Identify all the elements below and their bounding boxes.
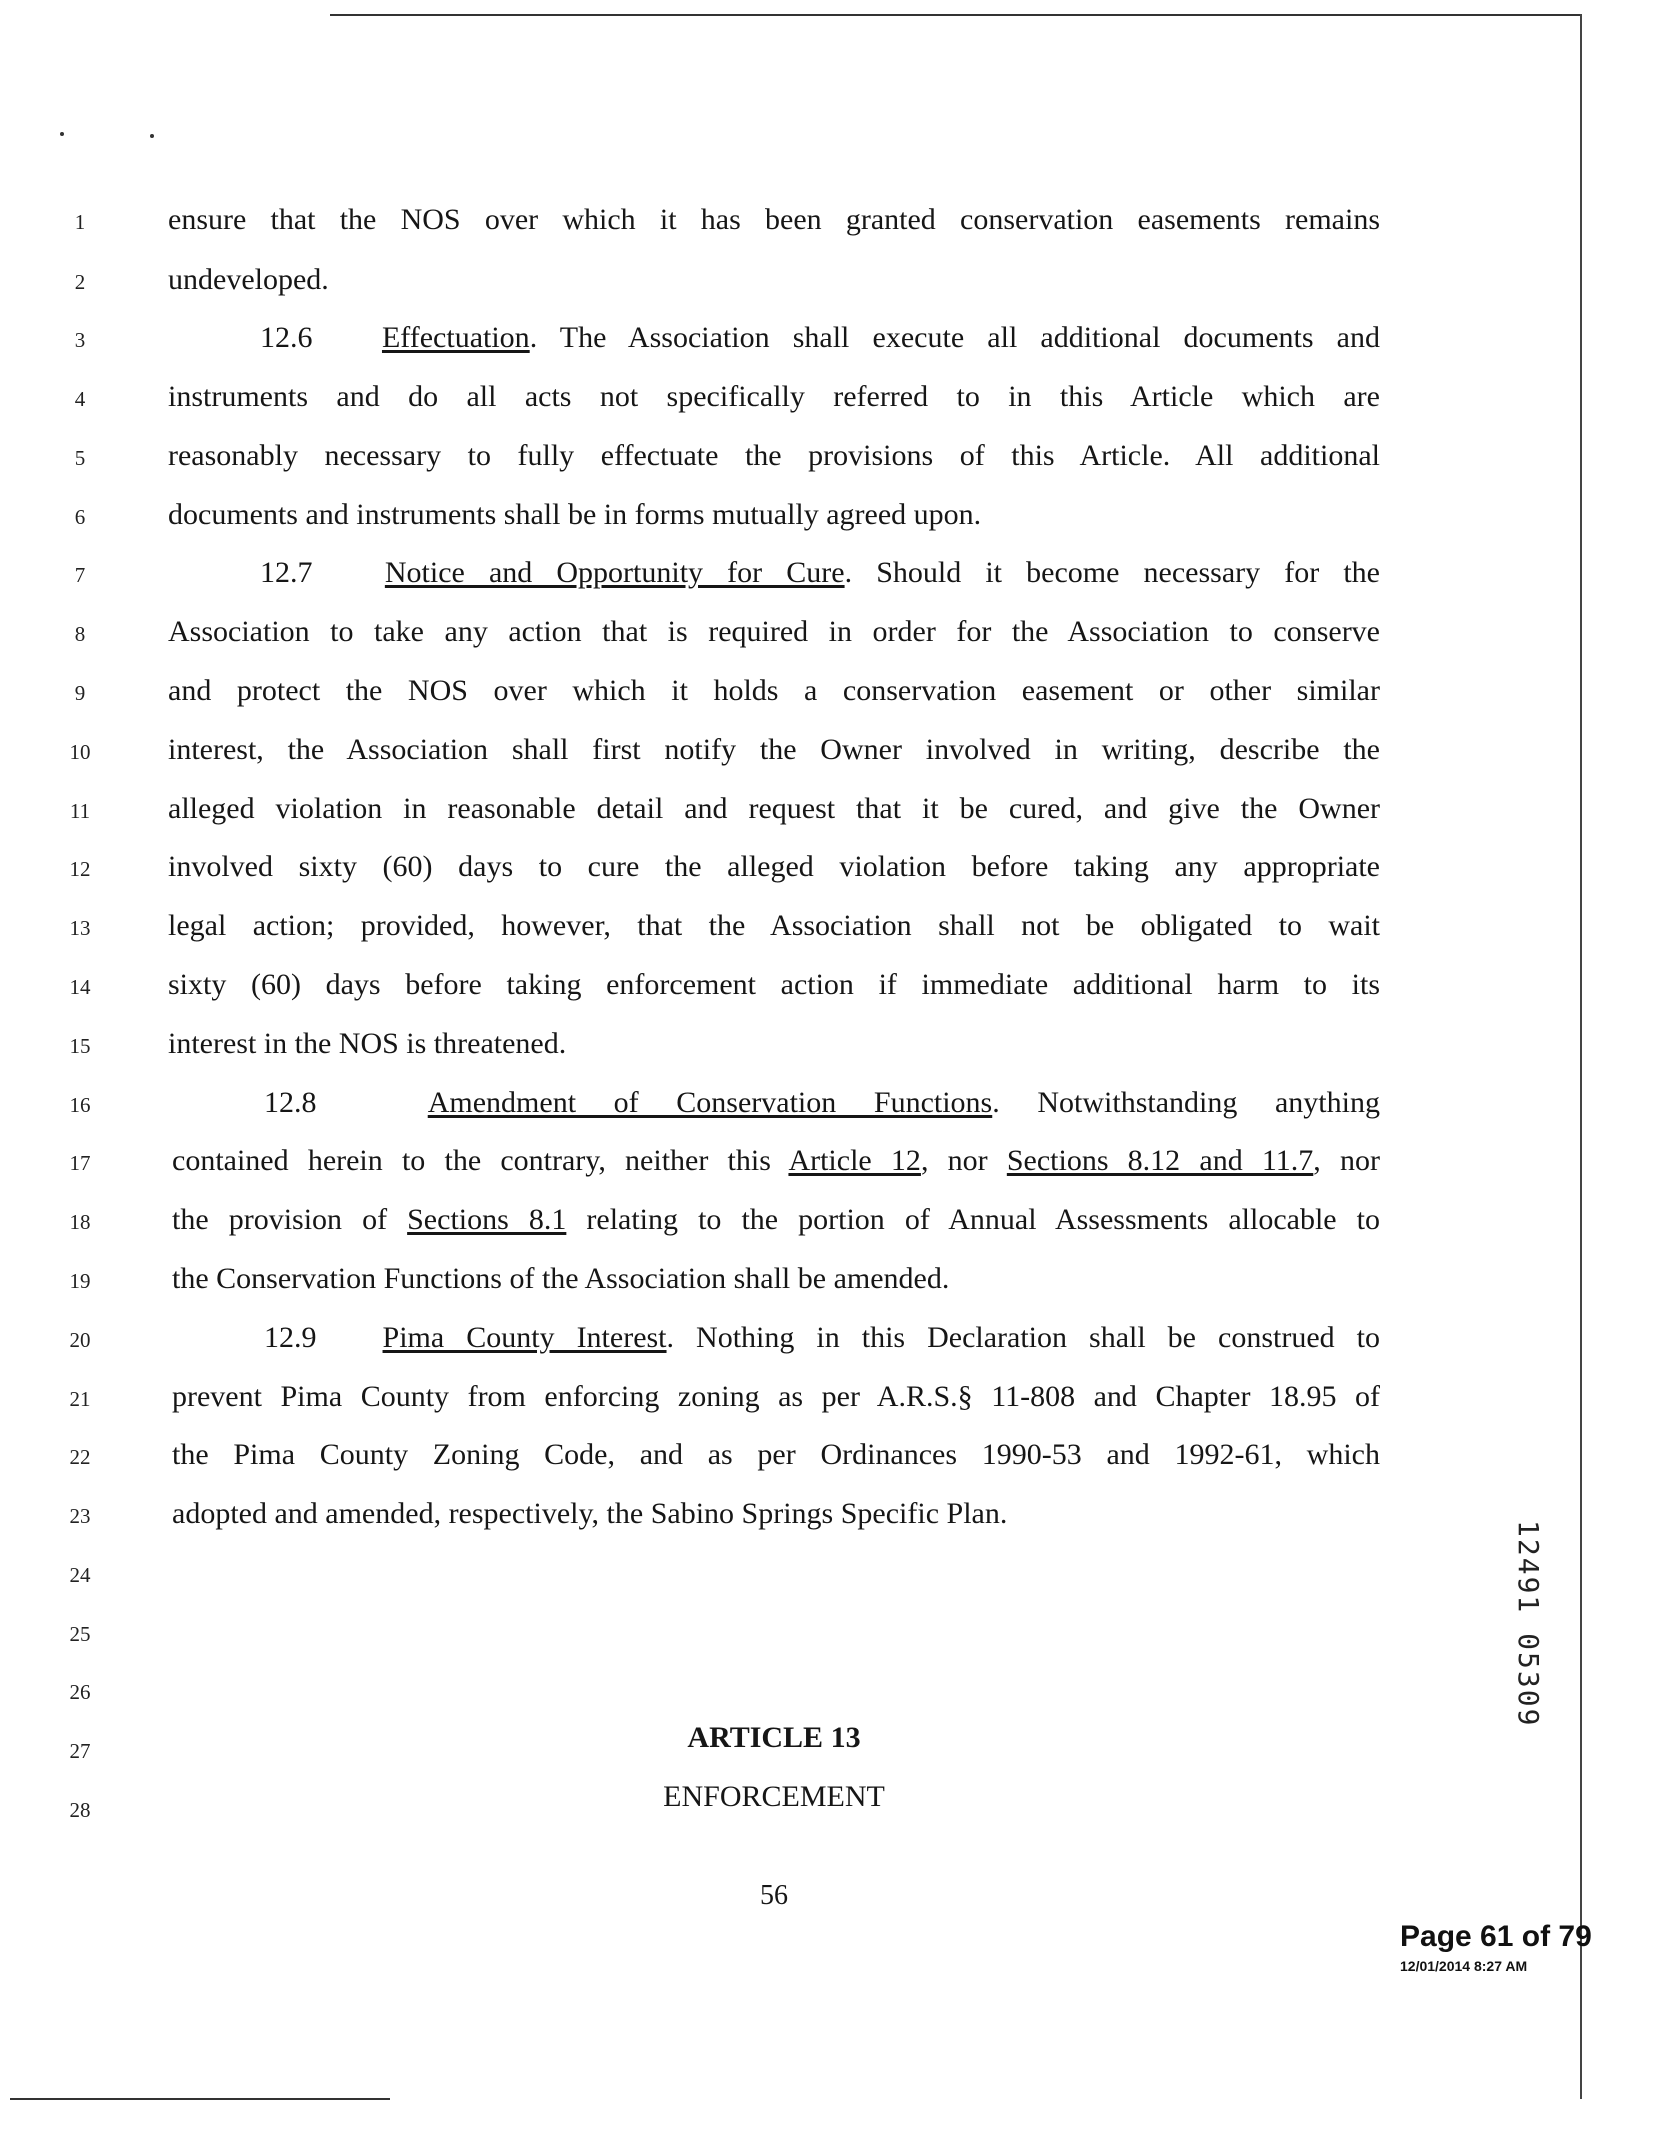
section-heading-pima-county: Pima County Interest bbox=[382, 1321, 667, 1354]
line-number: 25 bbox=[69, 1622, 91, 1646]
docket-stamp bbox=[1512, 1520, 1555, 1780]
line-number: 22 bbox=[69, 1445, 91, 1469]
line-number: 14 bbox=[69, 975, 91, 999]
text-line: alleged violation in reasonable detail and request that it be cured, and give the Owner bbox=[168, 792, 1380, 825]
line-number: 2 bbox=[74, 270, 86, 294]
line-number: 21 bbox=[69, 1387, 91, 1411]
section-number: 12.6 bbox=[260, 321, 313, 354]
line-number: 8 bbox=[74, 622, 86, 646]
line-number: 9 bbox=[74, 681, 86, 705]
line-number: 4 bbox=[74, 387, 86, 411]
scan-speck bbox=[60, 132, 64, 136]
text-line: involved sixty (60) days to cure the alleged violation before taking any appropriate bbox=[168, 850, 1380, 883]
text-line: interest in the NOS is threatened. bbox=[168, 1027, 567, 1060]
sections-8-12-11-7-reference: Sections 8.12 and 11.7 bbox=[1006, 1144, 1314, 1177]
line-number: 17 bbox=[69, 1151, 91, 1175]
line-number: 13 bbox=[69, 916, 91, 940]
line-number: 10 bbox=[69, 740, 91, 764]
line-number: 3 bbox=[74, 328, 86, 352]
line-number: 6 bbox=[74, 505, 86, 529]
line-number: 7 bbox=[74, 563, 86, 587]
scan-speck bbox=[150, 134, 154, 138]
line-number: 1 bbox=[74, 210, 86, 234]
section-number: 12.9 bbox=[264, 1321, 317, 1354]
line-number: 20 bbox=[69, 1328, 91, 1352]
line-number: 19 bbox=[69, 1269, 91, 1293]
section-text: . Should it become necessary for the bbox=[844, 556, 1380, 589]
text-span: the provision of bbox=[172, 1203, 408, 1236]
text-line bbox=[172, 1143, 1380, 1179]
recording-page-label: Page 61 of 79 bbox=[1400, 1920, 1592, 1953]
text-line: instruments and do all acts not specifically referred to in this Article which are bbox=[168, 380, 1380, 413]
section-12-9-line bbox=[264, 1320, 1380, 1356]
section-text: . Notwithstanding anything bbox=[992, 1086, 1380, 1119]
section-heading-effectuation: Effectuation bbox=[381, 321, 530, 354]
line-number: 11 bbox=[69, 799, 91, 823]
text-line: undeveloped. bbox=[168, 263, 329, 296]
section-12-8-line bbox=[264, 1085, 1380, 1121]
text-line: Association to take any action that is required in order for the Association to conserve bbox=[168, 615, 1380, 648]
line-number: 18 bbox=[69, 1210, 91, 1234]
line-number: 15 bbox=[69, 1034, 91, 1058]
scan-top-rule bbox=[330, 14, 1580, 16]
line-number: 23 bbox=[69, 1504, 91, 1528]
section-12-6-line bbox=[260, 320, 1380, 356]
text-line: prevent Pima County from enforcing zoning as per A.R.S.§ 11-808 and Chapter 18.95 of bbox=[172, 1380, 1380, 1413]
article-subtitle: ENFORCEMENT bbox=[663, 1780, 885, 1813]
docket-stamp-text: 12491 05309 bbox=[1512, 1520, 1545, 1728]
sections-8-1-reference: Sections 8.1 bbox=[407, 1203, 567, 1236]
section-text: . Nothing in this Declaration shall be construed to bbox=[666, 1321, 1380, 1354]
text-line: interest, the Association shall first notify the Owner involved in writing, describe the bbox=[168, 733, 1380, 766]
page-number: 56 bbox=[760, 1880, 788, 1911]
text-span: contained herein to the contrary, neither this bbox=[172, 1144, 789, 1177]
text-line: the Pima County Zoning Code, and as per Ordinances 1990-53 and 1992-61, which bbox=[172, 1438, 1380, 1471]
text-line bbox=[172, 1202, 1380, 1238]
section-number: 12.8 bbox=[264, 1086, 317, 1119]
text-line: and protect the NOS over which it holds a conservation easement or other similar bbox=[168, 674, 1380, 707]
line-number: 26 bbox=[69, 1680, 91, 1704]
line-number: 24 bbox=[69, 1563, 91, 1587]
recording-timestamp: 12/01/2014 8:27 AM bbox=[1400, 1958, 1528, 1974]
text-line: ensure that the NOS over which it has been granted conservation easements remains bbox=[168, 203, 1380, 236]
scan-bottom-rule bbox=[10, 2098, 390, 2100]
article-title: ARTICLE 13 bbox=[687, 1721, 861, 1754]
text-line: reasonably necessary to fully effectuate the provisions of this Article. All additional bbox=[168, 439, 1380, 472]
section-number: 12.7 bbox=[260, 556, 313, 589]
text-line: legal action; provided, however, that the Association shall not be obligated to wait bbox=[168, 909, 1380, 942]
section-heading-notice-cure: Notice and Opportunity for Cure bbox=[384, 556, 845, 589]
text-line: the Conservation Functions of the Association shall be amended. bbox=[172, 1262, 950, 1295]
article-12-reference: Article 12 bbox=[788, 1144, 921, 1177]
text-line: documents and instruments shall be in forms mutually agreed upon. bbox=[168, 498, 982, 531]
section-text: . The Association shall execute all additional documents and bbox=[529, 321, 1381, 354]
line-number: 27 bbox=[69, 1739, 91, 1763]
line-number: 12 bbox=[69, 857, 91, 881]
text-line: sixty (60) days before taking enforcement action if immediate additional harm to its bbox=[168, 968, 1380, 1001]
section-12-7-line bbox=[260, 555, 1380, 591]
text-span: relating to the portion of Annual Assessments allocable to bbox=[566, 1203, 1380, 1236]
text-span: , nor bbox=[1313, 1144, 1380, 1177]
line-number: 16 bbox=[69, 1093, 91, 1117]
line-number: 5 bbox=[74, 446, 86, 470]
line-number: 28 bbox=[69, 1798, 91, 1822]
text-span: , nor bbox=[920, 1144, 1007, 1177]
section-heading-amendment: Amendment of Conservation Functions bbox=[427, 1086, 993, 1119]
text-line: adopted and amended, respectively, the Sabino Springs Specific Plan. bbox=[172, 1497, 1008, 1530]
scan-right-rule bbox=[1580, 14, 1582, 2099]
